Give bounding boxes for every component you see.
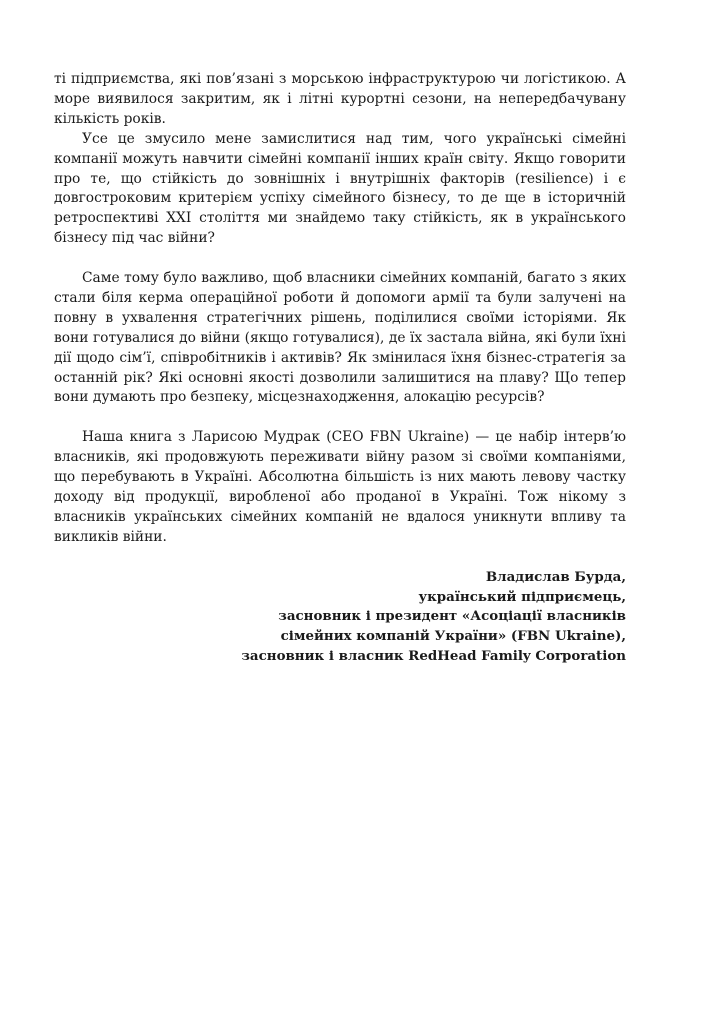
paragraph-continuation: ті підприємства, які пов’язані з морською інфраструктурою чи логістикою. А море виявилося закритим, як і літні курортні сезони, на непередбачувану кількість років. — [54, 71, 626, 127]
author-signature — [54, 568, 626, 668]
author-title: український підприємець, — [418, 588, 626, 605]
author-name: Владислав Бурда, — [485, 568, 626, 585]
author-role-company: засновник і власник RedHead Family Corporation — [241, 648, 626, 665]
author-role-association: засновник і президент «Асоціації власників — [278, 608, 626, 625]
paragraph-resilience: Усе це змусило мене замислитися над тим, чого українські сімейні компанії можуть навчити сімейні компанії інших країн світу. Якщо говорити про те, що стійкість до зовнішніх і внутрішніх факторів (resilience) і є довгостроковим критерієм успіху сімейного бізнесу, то де ще в історичній ретроспективі XXI століття ми знайдемо таку стійкість, як в українського бізнесу під час війни? — [54, 130, 626, 247]
paragraph-book-description: Наша книга з Ларисою Мудрак (CEO FBN Ukraine) — це набір інтерв’ю власників, які продовжують переживати війну разом зі своїми компаніями, що перебувають в Україні. Абсолютна більшість із них мають левову частку доходу від продукції, виробленої або проданої в Україні. Тож нікому з власників українських сімейних компаній не вдалося уникнути впливу та викликів війни. — [54, 429, 626, 545]
paragraph-owners-stories: Саме тому було важливо, щоб власники сімейних компаній, багато з яких стали біля керма операційної роботи й допомоги армії та були залучені на повну в ухвалення стратегічних рішень, поділилися своїми історіями. Як вони готувалися до війни (якщо готувалися), де їх застала війна, які були їхні дії щодо сім’ї, співробітників і активів? Як змінилася їхня бізнес-стратегія за останній рік? Які основні якості дозволили залишитися на плаву? Що тепер вони думають про безпеку, місцезнаходження, алокацію ресурсів? — [54, 270, 626, 406]
document-page — [54, 70, 626, 667]
author-role-association-cont: сімейних компаній України» (FBN Ukraine), — [280, 628, 626, 645]
